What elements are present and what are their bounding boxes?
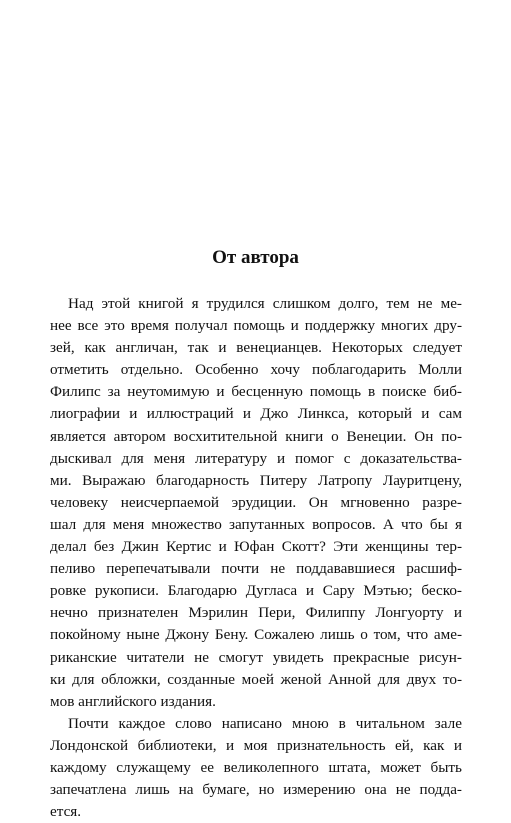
text-line: Филипс за неутомимую и бесценную помощь в поиске биб- xyxy=(50,383,462,401)
text-line: запечатлена лишь на бумаге, но измерению она не подда- xyxy=(50,781,462,799)
text-line: шал для меня множество запутанных вопросов. А что бы я xyxy=(50,515,462,533)
text-line: дыскивал для меня литературу и помог с доказательства- xyxy=(50,449,462,467)
text-line: отметить отдельно. Особенно хочу поблагодарить Молли xyxy=(50,361,462,379)
text-line: каждому служащему ее великолепного штата, может быть xyxy=(50,758,462,776)
text-line: Почти каждое слово написано мною в читальном зале xyxy=(68,714,462,732)
text-line: ется. xyxy=(50,803,82,821)
text-line: зей, как англичан, так и венецианцев. Некоторых следует xyxy=(50,339,462,357)
body-text xyxy=(50,293,462,823)
text-line: ки для обложки, созданные моей женой Анной для двух то- xyxy=(50,670,462,688)
text-line: Лондонской библиотеки, и моя признательность ей, как и xyxy=(50,736,462,754)
text-line: риканские читатели не смогут увидеть прекрасные рисун- xyxy=(50,648,462,666)
text-line: является автором восхитительной книги о Венеции. Он по- xyxy=(50,427,462,445)
text-line: нее все это время получал помощь и поддержку многих дру- xyxy=(50,317,462,335)
text-line: ми. Выражаю благодарность Питеру Латропу Лауритцену, xyxy=(50,471,462,489)
text-line: нечно признателен Мэрилин Пери, Филиппу Лонгуорту и xyxy=(50,604,462,622)
text-line: покойному ныне Джону Бену. Сожалею лишь о том, что аме- xyxy=(50,626,462,644)
text-line: человеку неисчерпаемой эрудиции. Он мгновенно разре- xyxy=(50,493,462,511)
text-line: Над этой книгой я трудился слишком долго, тем не ме- xyxy=(68,295,462,312)
text-line: пеливо перепечатывали почти не поддававшиеся расшиф- xyxy=(50,560,462,578)
text-line: мов английского издания. xyxy=(50,692,216,710)
text-line: лиографии и иллюстраций и Джо Линкса, который и сам xyxy=(50,405,462,423)
text-line: ровке рукописи. Благодарю Дугласа и Сару Мэтью; беско- xyxy=(50,582,462,600)
paragraph-1 xyxy=(50,293,462,713)
text-line: делал без Джин Кертис и Юфан Скотт? Эти женщины тер- xyxy=(50,538,462,556)
section-heading: От автора xyxy=(212,247,299,268)
paragraph-2 xyxy=(50,713,462,823)
